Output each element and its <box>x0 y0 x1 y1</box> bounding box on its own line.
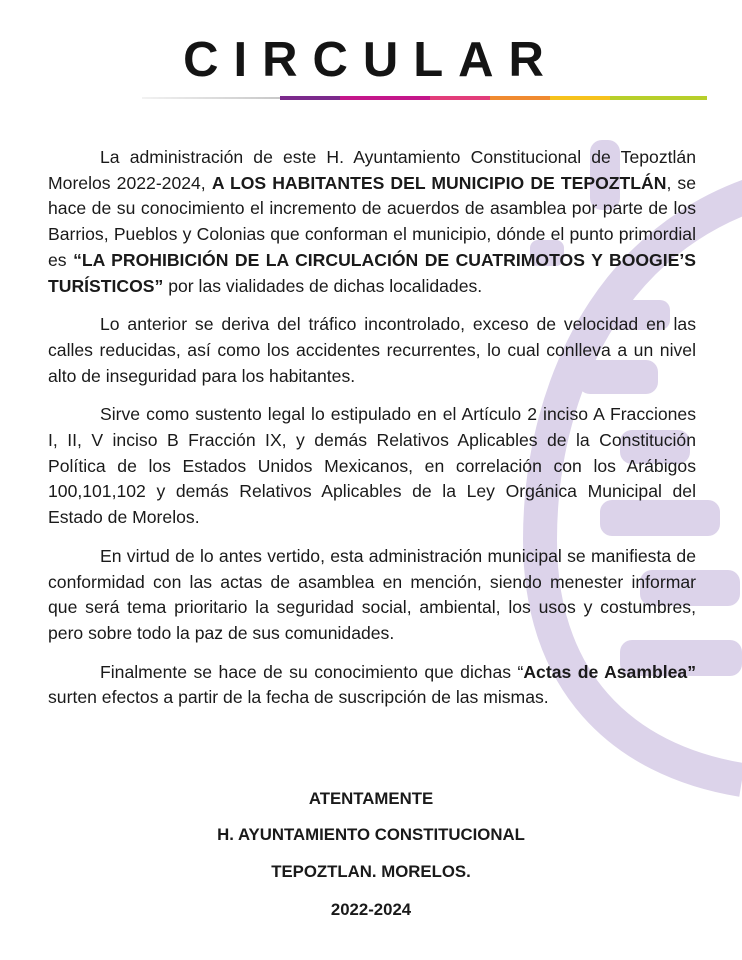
signature-location: TEPOZTLAN. MORELOS. <box>271 862 471 881</box>
paragraph-1: La administración de este H. Ayuntamiento Constitucional de Tepoztlán Morelos 2022-2024, A LOS HABITANTES DEL MUNICIPIO DE TEPOZTLÁN, se hace de su conocimiento el incremento de acuerdos de asamblea por parte de los Barrios, Pueblos y Colonias que conforman el municipio, dónde el punto primordial es “LA PROHIBICIÓN DE LA CIRCULACIÓN DE CUATRIMOTOS Y BOOGIE’S TURÍSTICOS” por las vialidades de dichas localidades. <box>48 147 697 296</box>
circular-body <box>48 145 696 724</box>
page-title: CIRCULAR <box>183 33 559 87</box>
signature-period: 2022-2024 <box>330 900 412 919</box>
paragraph-5: Finalmente se hace de su conocimiento que dichas “Actas de Asamblea” surten efectos a partir de la fecha de suscripción de las mismas. <box>48 661 696 708</box>
paragraph-2: Lo anterior se deriva del tráfico incontrolado, exceso de velocidad en las calles reducidas, así como los accidentes recurrentes, lo cual conlleva a un nivel alto de inseguridad para los habitantes. <box>48 314 696 386</box>
title-divider <box>142 96 707 100</box>
paragraph-3: Sirve como sustento legal lo estipulado en el Artículo 2 inciso A Fracciones I, II, V inciso B Fracción IX, y demás Relativos Aplicables de la Constitución Política de los Estados Unidos Mexicanos, en correlación con los Arábigos 100,101,102 y demás Relativos Aplicables de la Ley Orgánica Municipal del Estado de Morelos. <box>48 404 696 528</box>
signature-institution: H. AYUNTAMIENTO CONSTITUCIONAL <box>217 825 525 844</box>
signature-closing: ATENTAMENTE <box>308 789 434 808</box>
paragraph-4: En virtud de lo antes vertido, esta administración municipal se manifiesta de conformidad con las actas de asamblea en mención, siendo menester informar que será tema prioritario la seguridad social, ambiental, los usos y costumbres, pero sobre todo la paz de sus comunidades. <box>48 545 696 643</box>
